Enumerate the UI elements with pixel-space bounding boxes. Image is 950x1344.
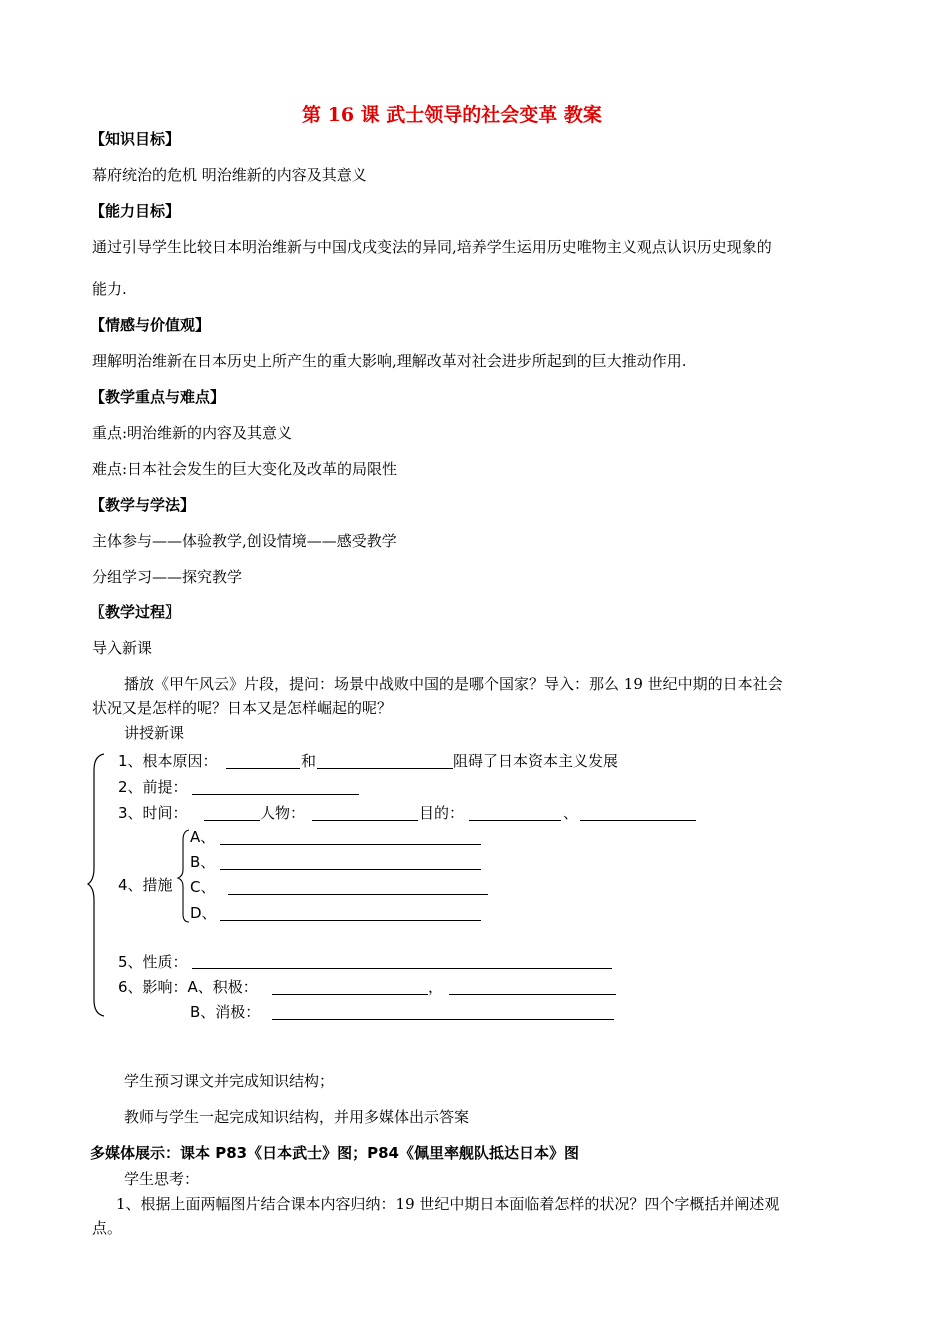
- outline-item-6-negative: B、消极：: [190, 1003, 261, 1021]
- page-title: 第 16 课 武士领导的社会变革 教案: [302, 104, 602, 126]
- outline-brace-shape: [88, 754, 104, 1016]
- think-label: 学生思考：: [124, 1170, 200, 1188]
- measure-a-label: A、: [190, 828, 216, 846]
- measure-b-label: B、: [190, 853, 216, 871]
- preview-text: 学生预习课文并完成知识结构；: [124, 1072, 335, 1090]
- blank-line: [449, 994, 616, 995]
- outline-item-3-sep: 、: [563, 804, 579, 822]
- blank-line: [192, 794, 359, 795]
- question-1-line2: 点。: [92, 1219, 123, 1237]
- knowledge-heading: 【知识目标】: [90, 130, 181, 148]
- emotion-text: 理解明治维新在日本历史上所产生的重大影响,理解改革对社会进步所起到的巨大推动作用.: [92, 352, 687, 370]
- intro-label: 导入新课: [92, 639, 153, 657]
- blank-line: [220, 869, 481, 870]
- method-heading: 【教学与学法】: [90, 496, 196, 514]
- question-1-line1: 1、根据上面两幅图片结合课本内容归纳：19 世纪中期日本面临着怎样的状况？四个字概括并阐述观: [116, 1195, 780, 1213]
- outline-brace: [86, 750, 110, 1020]
- outline-item-5-label: 5、性质：: [118, 953, 188, 971]
- intro-text-line2: 状况又是怎样的呢？日本又是怎样崛起的呢？: [92, 699, 393, 717]
- outline-item-1-and: 和: [301, 752, 317, 770]
- outline-item-2-label: 2、前提：: [118, 778, 188, 796]
- ability-text-line2: 能力.: [92, 280, 127, 298]
- outline-item-3-person: 人物：: [260, 804, 306, 822]
- measure-c-label: C、: [190, 878, 216, 896]
- media-text: 多媒体展示：课本 P83《日本武士》图；P84《佩里率舰队抵达日本》图: [90, 1144, 579, 1162]
- together-text: 教师与学生一起完成知识结构，并用多媒体出示答案: [124, 1108, 470, 1126]
- blank-line: [204, 820, 260, 821]
- blank-line: [192, 968, 612, 969]
- ability-heading: 【能力目标】: [90, 202, 181, 220]
- blank-line: [220, 920, 481, 921]
- blank-line: [580, 820, 696, 821]
- blank-line: [272, 994, 428, 995]
- blank-line: [220, 844, 481, 845]
- outline-item-1-label: 1、根本原因：: [118, 752, 218, 770]
- process-heading: 〖教学过程〗: [90, 603, 181, 621]
- blank-line: [469, 820, 561, 821]
- measure-d-label: D、: [190, 904, 217, 922]
- blank-line: [317, 768, 453, 769]
- knowledge-text: 幕府统治的危机 明治维新的内容及其意义: [92, 166, 367, 184]
- keypoints-heading: 【教学重点与难点】: [90, 388, 226, 406]
- outline-item-3-label: 3、时间：: [118, 804, 188, 822]
- blank-line: [272, 1019, 614, 1020]
- ability-text-line1: 通过引导学生比较日本明治维新与中国戊戌变法的异同,培养学生运用历史唯物主义观点认识历史现象的: [92, 238, 772, 256]
- measures-brace-shape: [178, 830, 189, 922]
- outline-item-3-goal: 目的：: [419, 804, 465, 822]
- outline-item-6-label: 6、影响：A、积极：: [118, 978, 258, 996]
- outline-item-1-tail: 阻碍了日本资本主义发展: [453, 752, 619, 770]
- blank-line: [312, 820, 418, 821]
- emotion-heading: 【情感与价值观】: [90, 316, 211, 334]
- outline-item-4-label: 4、措施: [118, 876, 173, 894]
- method-text-line1: 主体参与——体验教学,创设情境——感受教学: [92, 532, 397, 550]
- blank-line: [228, 894, 488, 895]
- method-text-line2: 分组学习——探究教学: [92, 568, 243, 586]
- keypoint-text: 重点:明治维新的内容及其意义: [92, 424, 293, 442]
- difficulty-text: 难点:日本社会发生的巨大变化及改革的局限性: [92, 460, 398, 478]
- blank-line: [226, 768, 300, 769]
- intro-text-line1: 播放《甲午风云》片段，提问：场景中战败中国的是哪个国家？导入：那么 19 世纪中期的日本社会: [124, 675, 783, 693]
- outline-item-6-comma: ，: [428, 978, 444, 996]
- teach-label: 讲授新课: [124, 724, 185, 742]
